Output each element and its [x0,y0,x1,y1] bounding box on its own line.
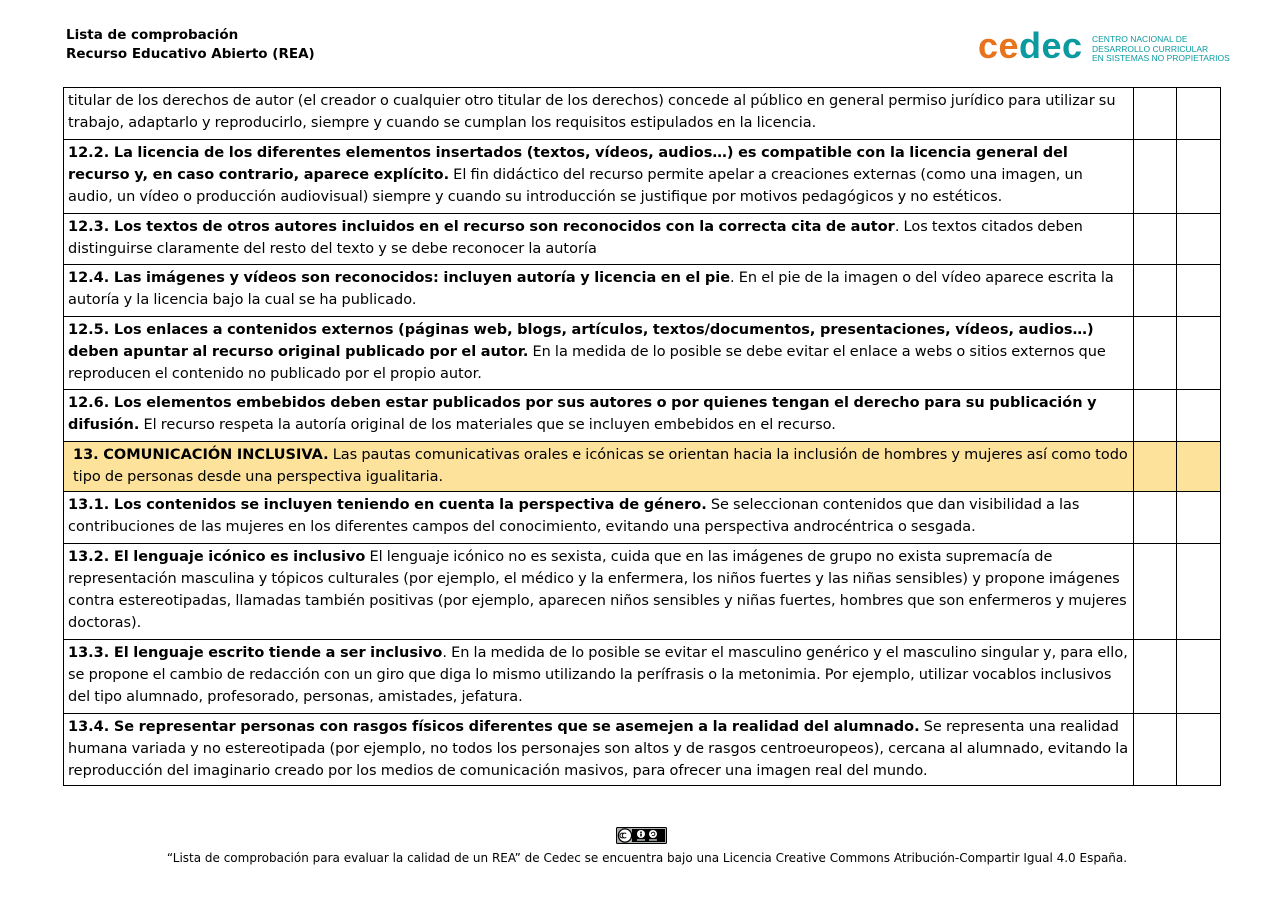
check-cell-yes[interactable] [1134,492,1177,544]
criterion-text: titular de los derechos de autor (el creador o cualquier otro titular de los derechos) concede al público en general permiso jurídico para utilizar su trabajo, adaptarlo y reproducirlo, siempre y cuando se cumplan los requisitos estipulados en la licencia. [68,93,1116,131]
check-cell-no[interactable] [1177,714,1221,786]
table-row [64,317,1221,390]
check-cell-yes[interactable] [1134,140,1177,214]
section-title: 13. COMUNICACIÓN INCLUSIVA. [73,447,329,463]
check-cell-no[interactable] [1177,88,1221,140]
check-cell-no[interactable] [1177,640,1221,714]
criterion-text: Se representa una realidad humana variada y no estereotipada (por ejemplo, no todos los personajes son altos y de rasgos centroeuropeos), cercana al alumnado, evitando la reproducción del imaginario creado por los medios de comunicación masivos, para ofrecer una imagen real del mundo. [68,719,1129,779]
check-cell-yes[interactable] [1134,214,1177,265]
table-row [64,214,1221,265]
license-footer: “Lista de comprobación para evaluar la calidad de un REA” de Cedec se encuentra bajo una Licencia Creative Commons Atribución-Compartir Igual 4.0 España. [166,851,1128,865]
criterion-title: 12.3. Los textos de otros autores incluidos en el recurso son reconocidos con la correcta cita de autor [68,219,895,235]
criterion-text: El lenguaje icónico no es sexista, cuida que en las imágenes de grupo no exista supremacía de representación masculina y tópicos culturales (por ejemplo, el médico y la enfermera, los niños fuertes y las niñas sensibles) y propone imágenes contra estereotipadas, llamadas también positivas (por ejemplo, aparecen niños sensibles y niñas fuertes, hombres que son enfermeros y mujeres doctoras). [68,549,1127,631]
check-cell-yes[interactable] [1134,390,1177,442]
criterion-text: Se seleccionan contenidos que dan visibilidad a las contribuciones de las mujeres en los diferentes campos del conocimiento, evitando una perspectiva androcéntrica o sesgada. [68,497,1080,535]
table-row [64,714,1221,786]
criterion-text: . En la medida de lo posible se evitar el masculino genérico y el masculino singular y, para ello, se propone el cambio de redacción con un giro que diga lo mismo utilizando la perífrasis o la metonimia. Por ejemplo, utilizar vocablos inclusivos del tipo alumnado, profesorado, personas, amistades, jefatura. [68,645,1128,705]
logo-word-part2: dec [1019,25,1083,66]
check-cell-no[interactable] [1177,442,1221,492]
criterion-title: 13.1. Los contenidos se incluyen teniendo en cuenta la perspectiva de género. [68,497,707,513]
section-cell [64,442,1134,492]
check-cell-yes[interactable] [1134,442,1177,492]
table-row [64,265,1221,317]
header-title-line1: Lista de comprobación [66,27,239,43]
table-row [64,544,1221,640]
section-row [64,442,1221,492]
table-row [64,140,1221,214]
table-row [64,640,1221,714]
criterion-text: . En el pie de la imagen o del vídeo aparece escrita la autoría y la licencia bajo la cual se ha publicado. [68,270,1114,308]
table-row [64,88,1221,140]
criterion-cell [64,140,1134,214]
check-cell-no[interactable] [1177,265,1221,317]
criterion-title: 12.2. La licencia de los diferentes elementos insertados (textos, vídeos, audios…) es compatible con la licencia general del recurso y, en caso contrario, aparece explícito. [68,145,1068,183]
criterion-cell [64,640,1134,714]
logo-word-part1: ce [978,25,1020,66]
check-cell-no[interactable] [1177,214,1221,265]
logo-tag-line1: CENTRO NACIONAL DE [1092,34,1188,44]
check-cell-no[interactable] [1177,544,1221,640]
check-cell-yes[interactable] [1134,317,1177,390]
check-cell-no[interactable] [1177,390,1221,442]
criterion-cell [64,265,1134,317]
logo-tagline [1092,35,1230,64]
cc-by-sa-icon[interactable] [616,827,667,844]
criterion-cell [64,390,1134,442]
section-text: Las pautas comunicativas orales e icónicas se orientan hacia la inclusión de hombres y mujeres así como todo tipo de personas desde una perspectiva igualitaria. [73,447,1128,485]
check-cell-no[interactable] [1177,317,1221,390]
criterion-cell [64,492,1134,544]
criterion-text: El fin didáctico del recurso permite apelar a creaciones externas (como una imagen, un audio, un vídeo o producción audiovisual) siempre y cuando su introducción se justifique por motivos pedagógicos y no estéticos. [68,167,1083,205]
check-cell-no[interactable] [1177,492,1221,544]
logo-wordmark [978,24,1083,68]
criterion-title: 12.4. Las imágenes y vídeos son reconocidos: incluyen autoría y licencia en el pie [68,270,731,286]
check-cell-yes[interactable] [1134,714,1177,786]
table-row [64,390,1221,442]
criterion-cell [64,317,1134,390]
criterion-text: . Los textos citados deben distinguirse claramente del resto del texto y se debe reconocer la autoría [68,219,1083,257]
criterion-cell [64,214,1134,265]
cedec-logo [978,25,1230,70]
checklist-table [63,87,1221,786]
criterion-cell [64,544,1134,640]
criterion-cell [64,714,1134,786]
header-title-line2: Recurso Educativo Abierto (REA) [66,46,315,62]
criterion-cell [64,88,1134,140]
criterion-title: 13.4. Se representar personas con rasgos físicos diferentes que se asemejen a la realidad del alumnado. [68,719,920,735]
check-cell-yes[interactable] [1134,88,1177,140]
document-header [66,26,315,64]
criterion-title: 13.3. El lenguaje escrito tiende a ser inclusivo [68,645,443,661]
criterion-text: El recurso respeta la autoría original de los materiales que se incluyen embebidos en el recurso. [139,417,836,433]
criterion-title: 12.6. Los elementos embebidos deben estar publicados por sus autores o por quienes tengan el derecho para su publicación y difusión. [68,395,1097,433]
logo-tag-line2: DESARROLLO CURRICULAR [1092,43,1209,54]
table-row [64,492,1221,544]
check-cell-no[interactable] [1177,140,1221,214]
criterion-title: 13.2. El lenguaje icónico es inclusivo [68,549,366,565]
criterion-title: 12.5. Los enlaces a contenidos externos (páginas web, blogs, artículos, textos/documentos, presentaciones, vídeos, audios…) deben apuntar al recurso original publicado por el autor. [68,322,1094,360]
check-cell-yes[interactable] [1134,640,1177,714]
check-cell-yes[interactable] [1134,544,1177,640]
logo-tag-line3: EN SISTEMAS NO PROPIETARIOS [1092,53,1230,63]
criterion-text: En la medida de lo posible se debe evitar el enlace a webs o sitios externos que reproducen el contenido no publicado por el propio autor. [68,344,1106,382]
check-cell-yes[interactable] [1134,265,1177,317]
